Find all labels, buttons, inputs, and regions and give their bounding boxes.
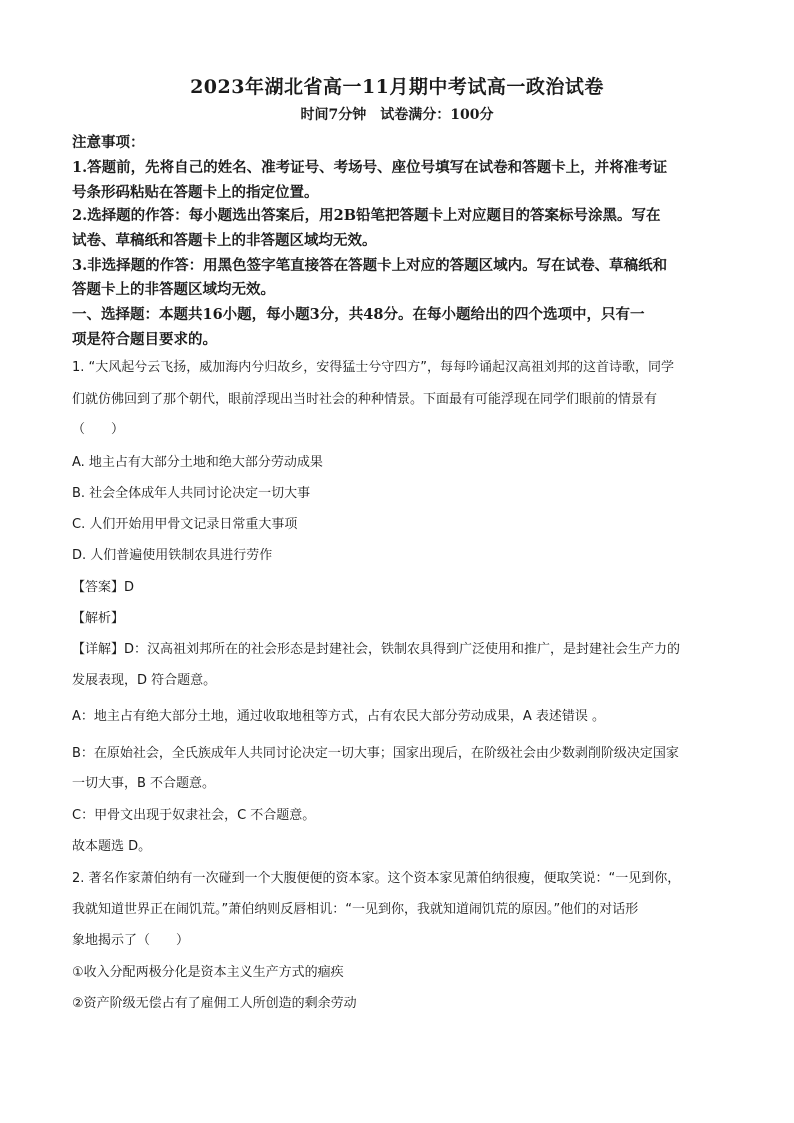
notice-line: 答题卡上的非答题区域均无效。	[72, 281, 275, 298]
question-1-detail: 【详解】D：汉高祖刘邦所在的社会形态是封建社会，铁制农具得到广泛使用和推广，是封建社会生产力的	[72, 642, 681, 657]
question-1-stem: 1. “大风起兮云飞扬，威加海内兮归故乡，安得猛士兮守四方”，每每吟诵起汉高祖刘邦的这首诗歌，同学	[72, 360, 675, 375]
section-heading: 一、选择题：本题共16小题，每小题3分，共48分。在每小题给出的四个选项中，只有一	[72, 306, 645, 323]
notice-line: 1.答题前，先将自己的姓名、准考证号、考场号、座位号填写在试卷和答题卡上，并将准考证	[72, 159, 668, 176]
notice-line: 3.非选择题的作答：用黑色签字笔直接答在答题卡上对应的答题区域内。写在试卷、草稿纸和	[72, 257, 668, 274]
question-1-stem: 们就仿佛回到了那个朝代，眼前浮现出当时社会的种种情景。下面最有可能浮现在同学们眼前的情景有	[72, 392, 658, 407]
section-heading: 项是符合题目要求的。	[72, 331, 217, 348]
question-1-option-c: C. 人们开始用甲骨文记录日常重大事项	[72, 517, 298, 532]
question-1-detail: 一切大事，B 不合题意。	[72, 776, 216, 791]
question-2-stem: 2. 著名作家萧伯纳有一次碰到一个大腹便便的资本家。这个资本家见萧伯纳很瘦，便取笑说：“一见到你，	[72, 871, 681, 886]
question-1-detail: C：甲骨文出现于奴隶社会，C 不合题意。	[72, 808, 316, 823]
exam-time-score: 时间7分钟 试卷满分：100分	[300, 107, 494, 123]
question-1-analysis-heading: 【解析】	[72, 611, 125, 626]
notice-heading: 注意事项：	[72, 134, 145, 151]
question-1-option-a: A. 地主占有大部分土地和绝大部分劳动成果	[72, 455, 323, 470]
question-1-detail: A：地主占有绝大部分土地，通过收取地租等方式，占有农民大部分劳动成果，A 表述错误 。	[72, 709, 606, 724]
question-1-detail: B：在原始社会，全氏族成年人共同讨论决定一切大事；国家出现后，在阶级社会由少数剥削阶级决定国家	[72, 746, 679, 761]
question-2-option-1: ①收入分配两极分化是资本主义生产方式的痼疾	[72, 965, 344, 980]
notice-line: 号条形码粘贴在答题卡上的指定位置。	[72, 184, 319, 201]
page-title: 2023年湖北省高一11月期中考试高一政治试卷	[190, 76, 604, 98]
notice-line: 试卷、草稿纸和答题卡上的非答题区域均无效。	[72, 232, 377, 249]
question-1-option-b: B. 社会全体成年人共同讨论决定一切大事	[72, 486, 311, 501]
question-2-option-2: ②资产阶级无偿占有了雇佣工人所创造的剩余劳动	[72, 996, 357, 1011]
question-2-stem: 我就知道世界正在闹饥荒。”萧伯纳则反唇相讥：“一见到你，我就知道闹饥荒的原因。”他们的对话形	[72, 902, 639, 917]
question-1-detail: 故本题选 D。	[72, 839, 152, 854]
question-1-option-d: D. 人们普遍使用铁制农具进行劳作	[72, 548, 273, 563]
question-1-stem: （ ）	[72, 422, 125, 437]
question-2-stem: 象地揭示了（ ）	[72, 933, 190, 948]
notice-line: 2.选择题的作答：每小题选出答案后，用2B铅笔把答题卡上对应题目的答案标号涂黑。写在	[72, 207, 661, 224]
question-1-answer: 【答案】D	[72, 580, 135, 595]
question-1-detail: 发展表现，D 符合题意。	[72, 673, 217, 688]
